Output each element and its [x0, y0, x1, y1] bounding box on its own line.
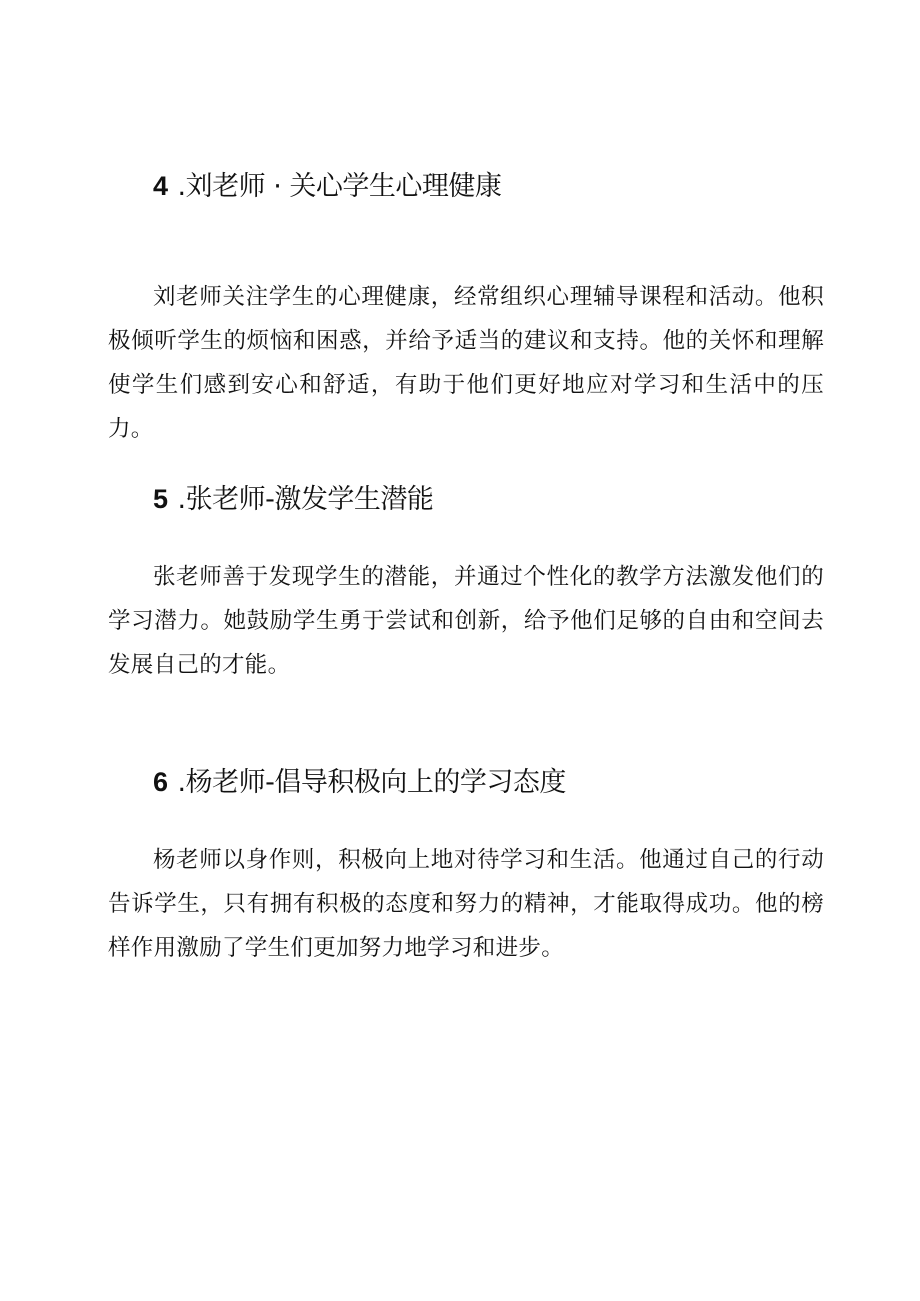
- section-number: 4: [153, 171, 168, 201]
- section-title: .张老师-激发学生潜能: [177, 484, 434, 515]
- section-heading: [108, 479, 824, 520]
- section-title: .杨老师-倡导积极向上的学习态度: [177, 767, 566, 798]
- section-6: [108, 762, 824, 970]
- section-paragraph: 刘老师关注学生的心理健康，经常组织心理辅导课程和活动。他积极倾听学生的烦恼和困惑，并给予适当的建议和支持。他的关怀和理解使学生们感到安心和舒适，有助于他们更好地应对学习和生活中的压力。: [108, 284, 824, 442]
- section-heading: [108, 166, 824, 207]
- section-title: .刘老师 · 关心学生心理健康: [177, 171, 502, 202]
- section-5: [108, 479, 824, 687]
- section-paragraph: 杨老师以身作则，积极向上地对待学习和生活。他通过自己的行动告诉学生，只有拥有积极的态度和努力的精神，才能取得成功。他的榜样作用激励了学生们更加努力地学习和进步。: [108, 847, 824, 961]
- section-number: 5: [153, 484, 168, 514]
- section-paragraph: 张老师善于发现学生的潜能，并通过个性化的教学方法激发他们的学习潜力。她鼓励学生勇于尝试和创新，给予他们足够的自由和空间去发展自己的才能。: [108, 564, 824, 678]
- section-number: 6: [153, 767, 168, 797]
- section-heading: [108, 762, 824, 803]
- section-4: [108, 166, 824, 451]
